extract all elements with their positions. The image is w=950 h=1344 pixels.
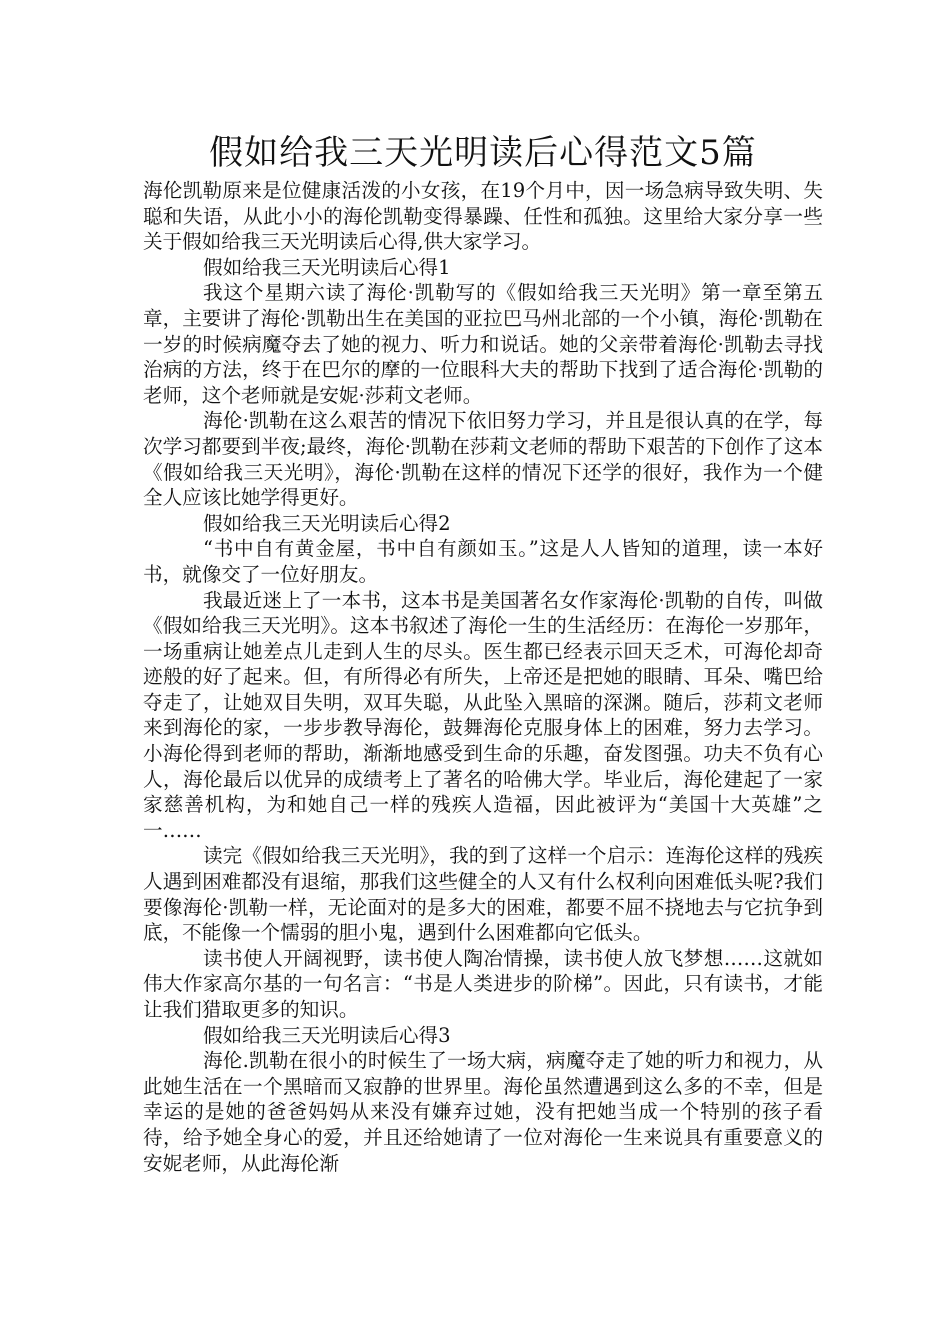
paragraph: 我最近迷上了一本书，这本书是美国著名女作家海伦·凯勒的自传，叫做《假如给我三天光明》。这本书叙述了海伦一生的生活经历：在海伦一岁那年，一场重病让她差点儿走到人生的尽头。医生都已经表示回天乏术，可海伦却奇迹般的好了起来。但，有所得必有所失，上帝还是把她的眼睛、耳朵、嘴巴给夺走了，让她双目失明，双耳失聪，从此坠入黑暗的深渊。随后，莎莉文老师来到海伦的家，一步步教导海伦，鼓舞海伦克服身体上的困难，努力去学习。小海伦得到老师的帮助，渐渐地感受到生命的乐趣，奋发图强。功夫不负有心人，海伦最后以优异的成绩考上了著名的哈佛大学。毕业后，海伦建起了一家家慈善机构，为和她自己一样的残疾人造福，因此被评为“美国十大英雄”之一…… — [143, 588, 823, 842]
document-title: 假如给我三天光明读后心得范文5篇 — [209, 133, 757, 173]
paragraph: “书中自有黄金屋，书中自有颜如玉。”这是人人皆知的道理，读一本好书，就像交了一位好朋友。 — [143, 537, 823, 586]
section-heading: 假如给我三天光明读后心得2 — [203, 511, 451, 535]
paragraph: 我这个星期六读了海伦·凯勒写的《假如给我三天光明》第一章至第五章，主要讲了海伦·凯勒出生在美国的亚拉巴马州北部的一个小镇，海伦·凯勒在一岁的时候病魔夺去了她的视力、听力和说话。她的父亲带着海伦·凯勒去寻找治病的方法，终于在巴尔的摩的一位眼科大夫的帮助下找到了适合海伦·凯勒的老师，这个老师就是安妮·莎莉文老师。 — [143, 281, 823, 407]
paragraph: 读书使人开阔视野，读书使人陶冶情操，读书使人放飞梦想……这就如伟大作家高尔基的一句名言：“书是人类进步的阶梯”。因此，只有读书，才能让我们猎取更多的知识。 — [143, 946, 823, 1021]
paragraph: 海伦.凯勒在很小的时候生了一场大病，病魔夺走了她的听力和视力，从此她生活在一个黑暗而又寂静的世界里。海伦虽然遭遇到这么多的不幸，但是幸运的是她的爸爸妈妈从来没有嫌弃过她，没有把她当成一个特别的孩子看待，给予她全身心的爱，并且还给她请了一位对海伦一生来说具有重要意义的安妮老师，从此海伦渐 — [143, 1049, 823, 1175]
paragraph: 海伦·凯勒在这么艰苦的情况下依旧努力学习，并且是很认真的在学，每次学习都要到半夜;最终，海伦·凯勒在莎莉文老师的帮助下艰苦的下创作了这本《假如给我三天光明》，海伦·凯勒在这样的情况下还学的很好，我作为一个健全人应该比她学得更好。 — [143, 409, 823, 510]
section-heading: 假如给我三天光明读后心得1 — [203, 255, 451, 279]
document-page — [143, 128, 823, 1176]
paragraph: 读完《假如给我三天光明》，我的到了这样一个启示：连海伦这样的残疾人遇到困难都没有退缩，那我们这些健全的人又有什么权利向困难低头呢?我们要像海伦·凯勒一样，无论面对的是多大的困难，都要不屈不挠地去与它抗争到底，不能像一个懦弱的胆小鬼，遇到什么困难都向它低头。 — [143, 844, 823, 945]
paragraph: 海伦凯勒原来是位健康活泼的小女孩，在19个月中，因一场急病导致失明、失聪和失语，从此小小的海伦凯勒变得暴躁、任性和孤独。这里给大家分享一些关于假如给我三天光明读后心得,供大家学习。 — [143, 179, 823, 254]
section-heading: 假如给我三天光明读后心得3 — [203, 1023, 451, 1047]
document-body — [143, 178, 823, 1176]
